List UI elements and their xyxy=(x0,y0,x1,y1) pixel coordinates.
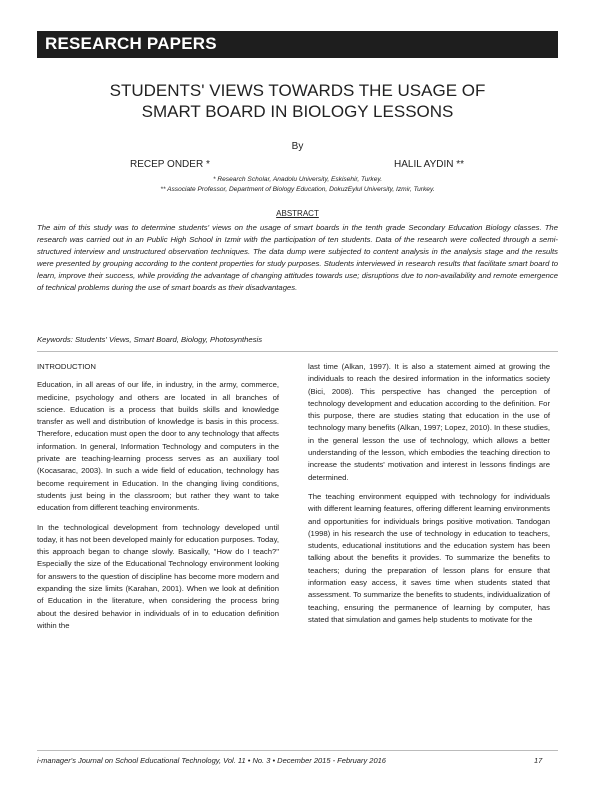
abstract-divider xyxy=(37,351,558,352)
left-column xyxy=(37,361,279,639)
abstract-heading: ABSTRACT xyxy=(276,209,319,218)
section-heading: INTRODUCTION xyxy=(37,362,96,371)
body-paragraph: Education, in all areas of our life, in industry, in the army, commerce, medicine, psychology and others are located in all branches of science. Education is a process that builds skills and knowledge transfer as well and distribution of knowledge is basis in this process. Therefore, education must open the door to any technology that affects information. In general, Information Technology and computers in the private are teaching-learning process serves as an auxiliary tool (Kocasarac, 2003). In such a wide field of education, technology has become requirement in Education. In the changing living conditions, students just being in the classroom; but rather they want to take education from different teaching environments. xyxy=(37,380,279,513)
keywords: Keywords: Students' Views, Smart Board, Biology, Photosynthesis xyxy=(37,335,263,344)
body-paragraph: last time (Alkan, 1997). It is also a statement aimed at growing the individuals to reach the desired information in the informatics society (Bici, 2008). This perspective has changed the perception of technology development and education according to the definition. For this purpose, there are studies stating that education in the use of technology many benefits (Alkan, 1997; Lopez, 2010). In these studies, in the general lesson the use of technology, which allows a better understanding of the lesson, which embodies the teaching direction to increase the students' motivation and interest in lessons findings are determined. xyxy=(308,362,550,482)
paper-title xyxy=(37,80,558,122)
body-paragraph: The teaching environment equipped with technology for individuals with different learning features, offering different learning environments and opportunities for individuals brings positive motivation. Tandogan (1998) in his research the use of technology in education to teachers, students, educational institutions and the education system has been talking about the benefits it provides. To summarize the benefits to teachers; during the preparation of lesson plans for ensure that information easy access, it saves time when students stated that assessment. To summarize the benefits to students, individualization of teaching, ensuring the permanence of learning by computer, has stated that simulation and games help students to motivate for the xyxy=(308,491,550,624)
by-label: By xyxy=(291,141,304,152)
author-1: RECEP ONDER * xyxy=(130,159,210,170)
paper-title-line1: STUDENTS' VIEWS TOWARDS THE USAGE OF xyxy=(109,81,486,100)
abstract-text: The aim of this study was to determine students' views on the usage of smart boards in the tenth grade Secondary Education Biology classes. The research was carried out in an Public High School in Izmir with the participation of ten students. Data of the research were collected through a semi-structured interview and unstructured observation techniques. The data dump were subjected to content analysis in the analysis stage and the results were presented by grouping according to the content properties for study purposes. Students interviewed in research results that facilitate smart board to learn, improve their success, while providing the advantage of changing attitudes towards use; disruptions due to non-availability and remote emergence of technical problems during the use of smart boards as their disadvantages. xyxy=(37,223,558,293)
section-banner xyxy=(37,31,558,58)
page-number: 17 xyxy=(534,756,543,765)
affiliation-2: ** Associate Professor, Department of Biology Education, DokuzEylul University, Izmir, Turkey. xyxy=(160,186,435,193)
right-column xyxy=(308,361,550,633)
footer-divider xyxy=(37,750,558,751)
body-paragraph: In the technological development from technology developed until today, it has not been developed mainly for education purposes. Today, this approach began to change slowly. Basically, "How do I teach?" Especially the size of the Educational Technology environment looking for answers to the question of discipline has become more modern and expanding the size limits (Karahan, 2001). When we look at definition of Education in the literature, when considering the process bring about the desired behavior in individuals of in to education definition within the xyxy=(37,522,279,630)
section-banner-label: RESEARCH PAPERS xyxy=(45,34,217,53)
paper-title-line2: SMART BOARD IN BIOLOGY LESSONS xyxy=(141,102,454,121)
author-2: HALIL AYDIN ** xyxy=(394,159,465,170)
journal-citation: i-manager's Journal on School Educational Technology, Vol. 11 • No. 3 • December 2015 - February 2016 xyxy=(37,756,386,765)
affiliation-1: * Research Scholar, Anadolu University, Eskisehir, Turkey. xyxy=(212,176,383,183)
